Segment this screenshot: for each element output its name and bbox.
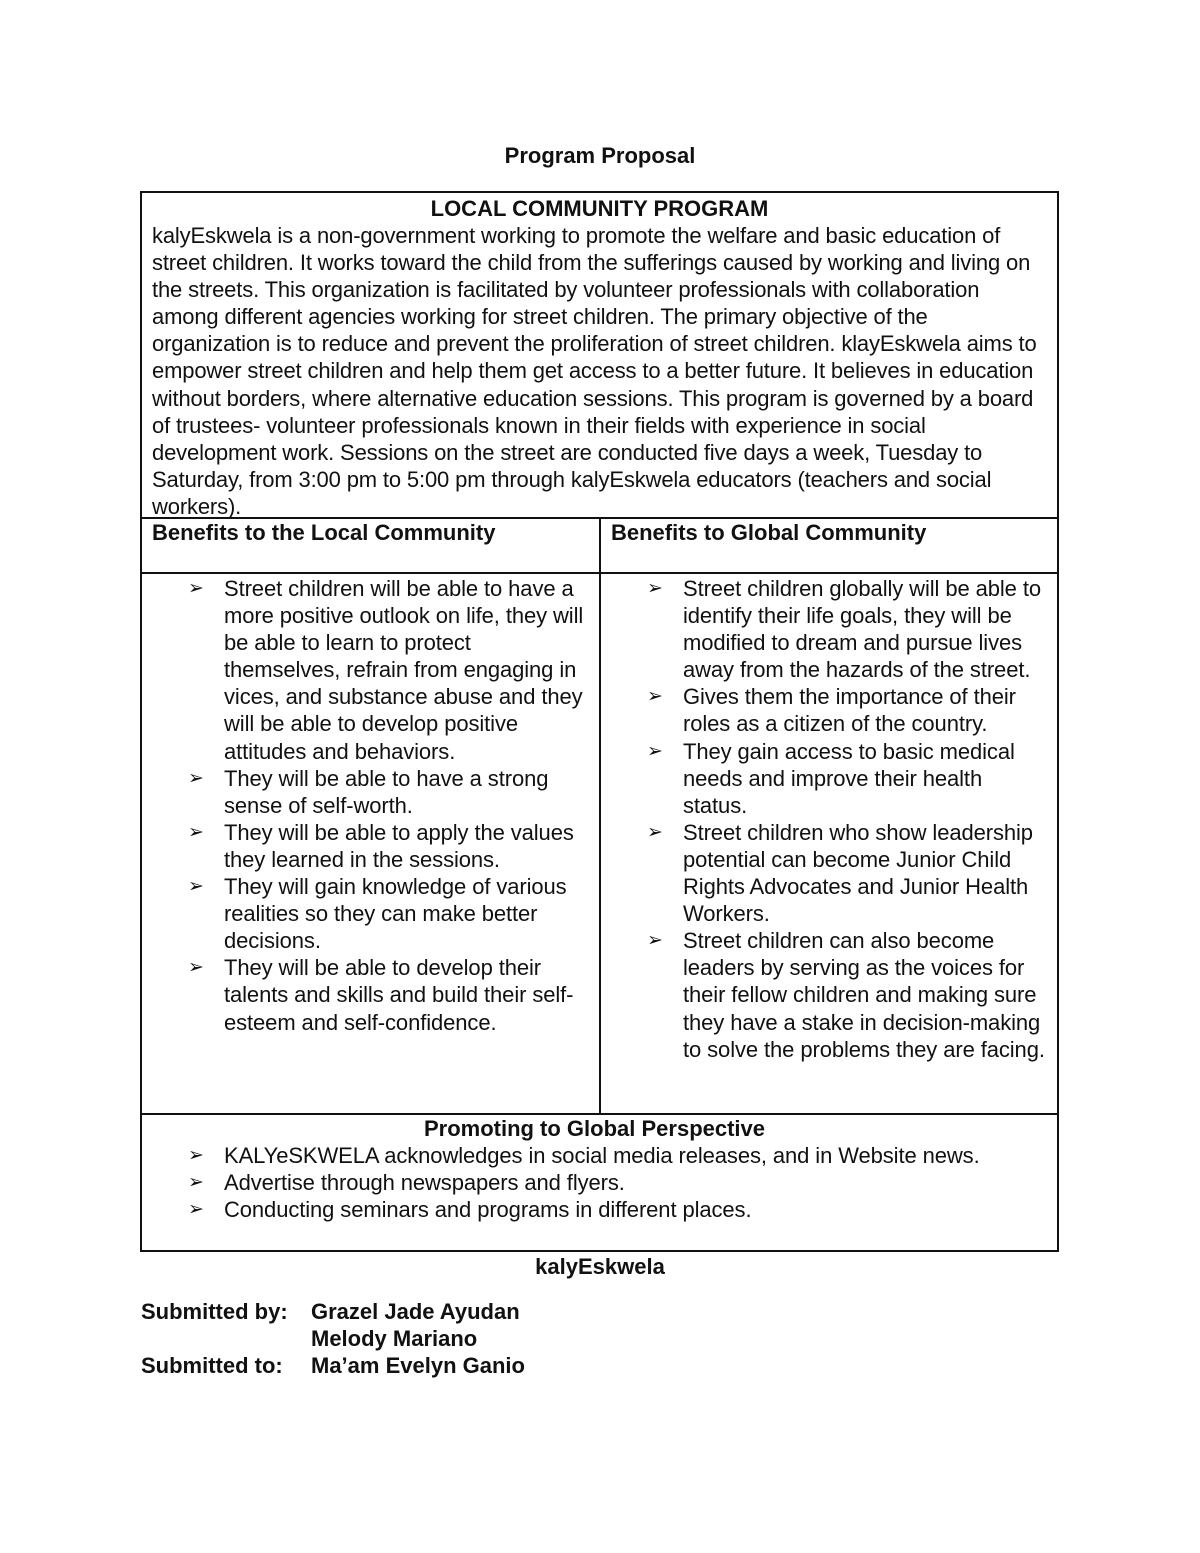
arrow-bullet-icon: ➢ <box>188 876 204 898</box>
list-item-text: Conducting seminars and programs in different places. <box>224 1197 752 1223</box>
arrow-bullet-icon: ➢ <box>188 957 204 979</box>
promotion-cell <box>142 1115 1057 1250</box>
intro-cell <box>142 193 1057 519</box>
arrow-bullet-icon: ➢ <box>647 686 663 708</box>
list-item-text: They gain access to basic medical needs and improve their health status. <box>683 738 1015 818</box>
list-item-text: They will gain knowledge of various realities so they can make better decisions. <box>224 874 567 954</box>
list-item <box>601 819 1047 927</box>
local-benefits-list <box>142 575 589 1036</box>
local-benefits-heading: Benefits to the Local Community <box>142 519 601 574</box>
list-item-text: Street children globally will be able to identify their life goals, they will be modified to dream and pursue lives away from the hazards of the street. <box>683 576 1041 683</box>
list-item <box>601 683 1047 737</box>
list-item-text: Street children can also become leaders by serving as the voices for their fellow children and making sure they have a stake in decision-making to solve the problems they are facing. <box>683 928 1045 1062</box>
arrow-bullet-icon: ➢ <box>188 767 204 789</box>
list-item-text: They will be able to develop their talents and skills and build their self-esteem and self-confidence. <box>224 955 574 1035</box>
list-item-text: Gives them the importance of their roles as a citizen of the country. <box>683 684 1016 737</box>
intro-body: kalyEskwela is a non-government working to promote the welfare and basic education of street children. It works toward the child from the sufferings caused by working and living on the streets. This organization is facilitated by volunteer professionals with collaboration among different agencies working for street children. The primary objective of the organization is to reduce and prevent the proliferation of street children. klayEskwela aims to empower street children and help them get access to a better future. It believes in education without borders, where alternative education sessions. This program is governed by a board of trustees- volunteer professionals known in their fields with experience in social development work. Sessions on the street are conducted five days a week, Tuesday to Saturday, from 3:00 pm to 5:00 pm through kalyEskwela educators (teachers and social workers). <box>152 223 1037 519</box>
intro-heading: LOCAL COMMUNITY PROGRAM <box>430 196 769 221</box>
submitted-to-label: Submitted to: <box>141 1353 283 1379</box>
list-item-text: They will be able to apply the values they learned in the sessions. <box>224 819 574 872</box>
list-item <box>601 738 1047 819</box>
list-item-text: Street children who show leadership potential can become Junior Child Rights Advocates and Junior Health Workers. <box>683 819 1033 927</box>
list-item <box>142 1142 1047 1169</box>
list-item <box>142 575 589 765</box>
arrow-bullet-icon: ➢ <box>188 1199 204 1221</box>
list-item <box>601 927 1047 1062</box>
global-benefits-heading: Benefits to Global Community <box>601 519 1057 574</box>
list-item <box>142 1169 1047 1196</box>
promotion-heading: Promoting to Global Perspective <box>423 1116 766 1141</box>
submitter-name: Grazel Jade Ayudan <box>311 1299 520 1324</box>
global-benefits-list <box>601 575 1047 1063</box>
list-item <box>142 1196 1047 1223</box>
arrow-bullet-icon: ➢ <box>188 1145 204 1166</box>
organization-name: kalyEskwela <box>535 1254 665 1279</box>
list-item <box>142 873 589 954</box>
list-item-text: They will be able to have a strong sense of self-worth. <box>224 765 549 818</box>
arrow-bullet-icon: ➢ <box>647 578 663 599</box>
list-item <box>601 575 1047 683</box>
proposal-table <box>140 191 1059 1252</box>
arrow-bullet-icon: ➢ <box>188 578 204 599</box>
list-item-text: Street children will be able to have a more positive outlook on life, they will be able to learn to protect themselves, refrain from engaging in vices, and substance abuse and they will be able to develop positive attitudes and behaviors. <box>224 576 584 764</box>
list-item <box>142 765 589 819</box>
submitted-by-label: Submitted by: <box>141 1299 288 1324</box>
submitter-name: Melody Mariano <box>311 1326 478 1352</box>
list-item-text: Advertise through newspapers and flyers. <box>224 1170 625 1196</box>
recipient-name: Ma’am Evelyn Ganio <box>311 1353 525 1379</box>
global-benefits-cell <box>601 574 1057 1115</box>
arrow-bullet-icon: ➢ <box>188 1172 204 1194</box>
list-item <box>142 819 589 873</box>
local-benefits-cell <box>142 574 601 1115</box>
list-item <box>142 954 589 1035</box>
arrow-bullet-icon: ➢ <box>647 821 663 843</box>
arrow-bullet-icon: ➢ <box>647 930 663 952</box>
page-title: Program Proposal <box>504 143 696 168</box>
arrow-bullet-icon: ➢ <box>188 821 204 843</box>
promotion-list <box>142 1142 1047 1223</box>
arrow-bullet-icon: ➢ <box>647 740 663 762</box>
list-item-text: KALYeSKWELA acknowledges in social media releases, and in Website news. <box>224 1143 980 1168</box>
